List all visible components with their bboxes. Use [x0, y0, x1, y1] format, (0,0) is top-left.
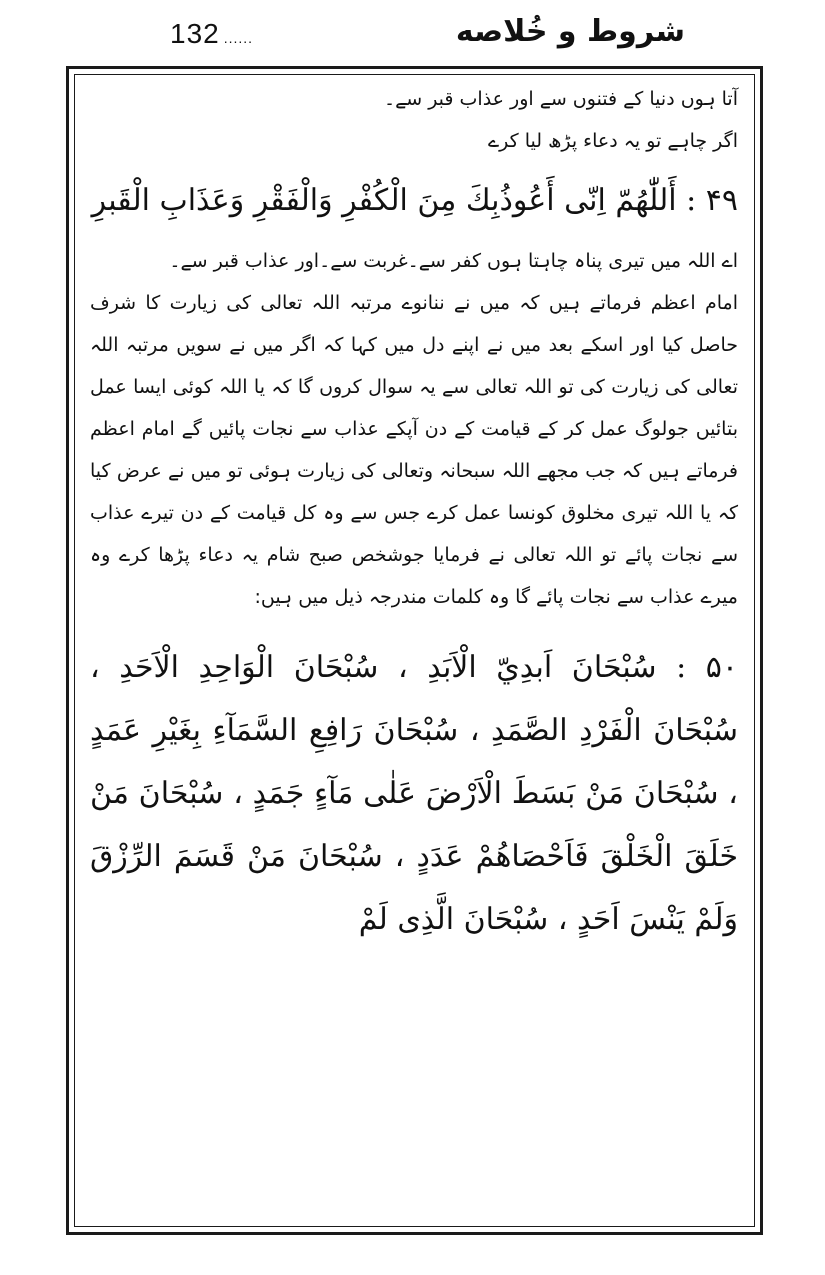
dua-49-text: أَللّٰهُمّ اِنّی أَعُوذُبِكَ مِنَ الْكُفْرِ وَالْفَقْرِ وَعَذَابِ الْقَبرِ: [91, 183, 677, 218]
page-number-dots: ......: [223, 30, 254, 46]
page-content: [90, 76, 738, 951]
dua-50-text: سُبْحَانَ اَبدِيّ الْاَبَدِ ، سُبْحَانَ الْوَاحِدِ الْاَحَدِ ، سُبْحَانَ الْفَرْدِ الصَّمَدِ ، سُبْحَانَ رَافِعِ السَّمَآءِ بِغَيْرِ عَمَدٍ ، سُبْحَانَ مَنْ بَسَطَ الْاَرْضَ عَلٰى مَآءٍ جَمَدٍ ، سُبْحَانَ مَنْ خَلَقَ الْخَلْقَ فَاَحْصَاهُمْ عَدَدٍ ، سُبْحَانَ مَنْ قَسَمَ الرِّزْقَ وَلَمْ يَنْسَ اَحَدٍ ، سُبْحَانَ الَّذِی لَمْ: [90, 650, 738, 937]
text-line-2: اگر چاہے تو یہ دعاء پڑھ لیا کرے: [488, 130, 738, 152]
page-number-value: 132: [170, 18, 220, 49]
dua-50: [90, 636, 738, 951]
book-title: شروط و خُلاصه: [455, 14, 685, 49]
dua-50-number: ۵۰ :: [676, 650, 738, 685]
narration-paragraph: امام اعظم فرماتے ہیں کہ میں نے ننانوے مرتبہ اللہ تعالی کی زیارت کا شرف حاصل کیا اور اسکے بعد میں نے اپنے دل میں کہا کہ اگر میں نے سویں مرتبہ اللہ تعالی کی زیارت کی تو اللہ تعالی سے یہ سوال کروں گا کہ یا اللہ کوئی ایسا عمل بتائیں جولوگ عمل کر کے قیامت کے دن آپکے عذاب سے نجات پائیں گے امام اعظم فرماتے ہیں کہ جب مجھے اللہ سبحانہ وتعالی کی زیارت ہوئی تو میں نے عرض کیا کہ یا اللہ تیری مخلوق کونسا عمل کرے جس سے وہ کل قیامت کے دن تیرے عذاب سے نجات پائے تو اللہ تعالی نے فرمایا جوشخص صبح شام یہ دعاء پڑھا کرے وہ میرے عذاب سے نجات پائے گا وہ کلمات مندرجہ ذیل میں ہیں:: [90, 292, 738, 608]
text-line-1: آتا ہوں دنیا کے فتنوں سے اور عذاب قبر سے۔: [383, 88, 738, 110]
page-number: [170, 18, 253, 50]
dua-49: [90, 170, 738, 232]
dua-49-number: ۴۹ :: [686, 183, 738, 218]
dua-49-translation: اے اللہ میں تیری پناہ چاہتا ہوں کفر سے۔غربت سے۔اور عذاب قبر سے۔: [169, 250, 738, 272]
